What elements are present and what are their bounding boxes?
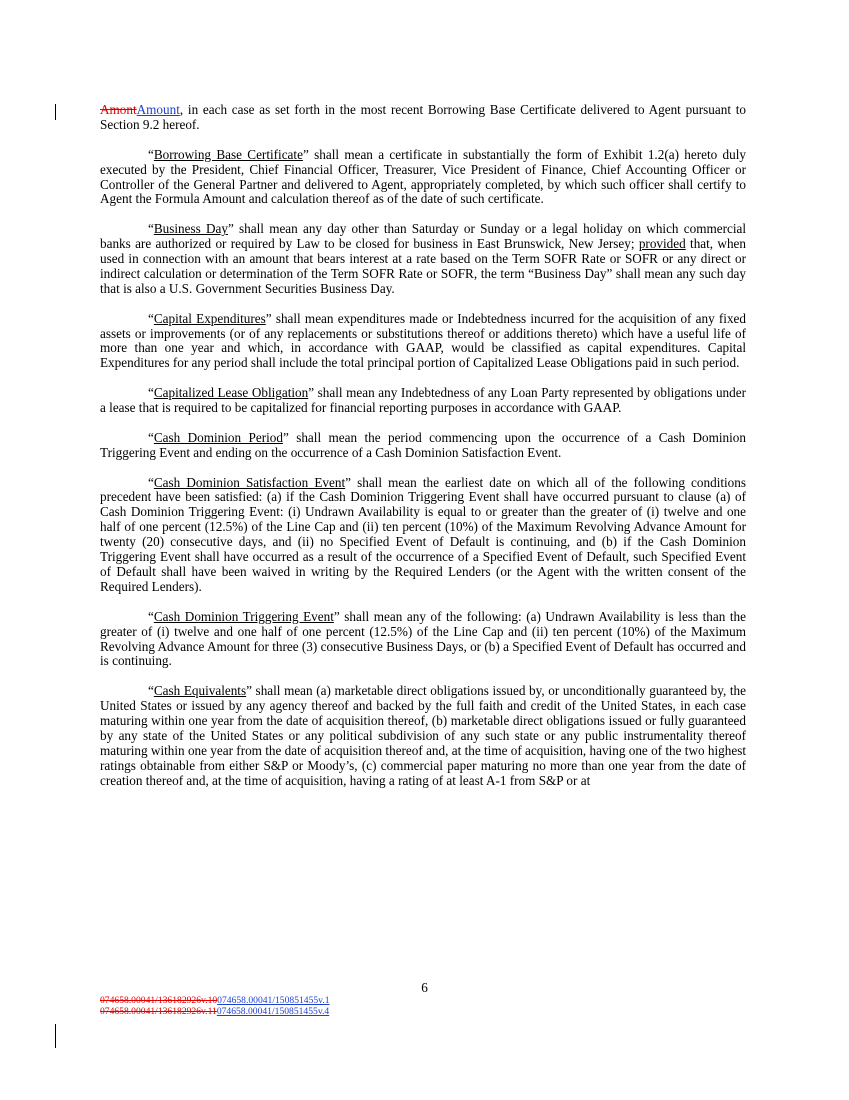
open-quote: “ bbox=[148, 221, 154, 237]
footer-doc-ids bbox=[100, 995, 330, 1017]
change-bar bbox=[55, 104, 56, 120]
definition-borrowing-base-certificate bbox=[100, 148, 746, 208]
page-number: 6 bbox=[421, 980, 428, 995]
open-quote: “ bbox=[148, 310, 154, 326]
definition-text: that, when used in connection with an amount that bears interest at a rate based on the Term SOFR Rate or SOFR or any direct or indirect calculation or determination of the Term SOFR Rate or SOFR, the term “Business Day” shall mean any such day that is also a U.S. Government Securities Business Day. bbox=[100, 236, 746, 296]
definition-text: ” shall mean (a) marketable direct obligations issued by, or unconditionally guaranteed by, the United States or issued by any agency thereof and backed by the full faith and credit of the United States, in each case maturing within one year from the date of acquisition thereof, (b) marketable direct obligations issued or fully guaranteed by any state of the United States or any political subdivision of any such state or any public instrumentality thereof maturing within one year from the date of acquisition thereof and, at the time of acquisition, having one of the two highest ratings obtainable from either S&P or Moody’s, (c) commercial paper maturing no more than one year from the date of creation thereof and, at the time of acquisition, having a rating of at least A-1 from S&P or at bbox=[100, 683, 747, 788]
definition-cash-dominion-satisfaction-event bbox=[100, 476, 746, 595]
definition-text: ” shall mean a certificate in substantially the form of Exhibit 1.2(a) hereto duly executed by the President, Chief Financial Officer, Treasurer, Vice President of Finance, Chief Accounting Officer or Controller of the General Partner and delivered to Agent, appropriately completed, by which such officer shall certify to Agent the Formula Amount and calculation thereof as of the date of such certificate. bbox=[100, 146, 746, 207]
definition-text: ” shall mean any Indebtedness of any Loan Party represented by obligations under a lease that is required to be capitalized for financial reporting purposes in accordance with GAAP. bbox=[100, 385, 746, 416]
defined-term: Capitalized Lease Obligation bbox=[153, 385, 309, 401]
defined-term: Business Day bbox=[153, 221, 228, 237]
open-quote: “ bbox=[148, 146, 154, 162]
definition-text: ” shall mean the earliest date on which all of the following conditions precedent have been satisfied: (a) if the Cash Dominion Triggering Event shall have occurred pursuant to clause (a) of Cash Dominion Triggering Event: (i) Undrawn Availability is equal to or greater than the greater of (i) twelve and one half of one percent (12.5%) of the Line Cap and (ii) ten percent (10%) of the Maximum Revolving Advance Amount for twenty (20) consecutive days, and (ii) no Specified Event of Default is continuing, and (b) if the Cash Dominion Triggering Event shall have occurred as a result of the occurrence of a Specified Event of Default, such Specified Event of Default shall have been waived in writing by the Required Lenders (or the Agent with the written consent of the Required Lenders). bbox=[100, 474, 747, 594]
paragraph-text: , in each case as set forth in the most recent Borrowing Base Certificate delivered to Agent pursuant to Section 9.2 hereof. bbox=[100, 102, 746, 132]
inserted-doc-id: 074658.00041/150851455v.4 bbox=[216, 1006, 330, 1017]
definition-capitalized-lease-obligation bbox=[100, 386, 746, 416]
defined-term: Capital Expenditures bbox=[153, 310, 266, 326]
open-quote: “ bbox=[148, 608, 154, 624]
definition-text: ” shall mean any of the following: (a) Undrawn Availability is less than the greater of (i) twelve and one half of one percent (12.5%) of the Line Cap and (ii) ten percent (10%) of the Maximum Revolving Advance Amount for three (3) consecutive Business Days, or (b) a Specified Event of Default has occurred and is continuing. bbox=[100, 608, 747, 669]
deleted-doc-id: 074658.00041/136182926v.10 bbox=[100, 995, 218, 1006]
deleted-doc-id: 074658.00041/136182926v.11 bbox=[100, 1006, 217, 1017]
inserted-text: Amount bbox=[136, 102, 180, 117]
definition-cash-dominion-period bbox=[100, 431, 746, 461]
definition-text: ” shall mean any day other than Saturday or Sunday or a legal holiday on which commercial banks are authorized or required by Law to be closed for business in East Brunswick, New Jersey; bbox=[100, 221, 746, 252]
open-quote: “ bbox=[148, 683, 154, 699]
definition-cash-dominion-triggering-event bbox=[100, 610, 746, 670]
open-quote: “ bbox=[148, 474, 154, 490]
defined-term: Cash Equivalents bbox=[153, 683, 247, 699]
definition-text: ” shall mean the period commencing upon the occurrence of a Cash Dominion Triggering Event and ending on the occurrence of a Cash Dominion Satisfaction Event. bbox=[100, 429, 746, 460]
footer-line bbox=[100, 1006, 330, 1017]
open-quote: “ bbox=[148, 429, 154, 445]
definition-capital-expenditures bbox=[100, 312, 746, 372]
definition-text: ” shall mean expenditures made or Indebtedness incurred for the acquisition of any fixed assets or improvements (or of any replacements or substitutions thereof or additions thereto) which have a useful life of more than one year and which, in accordance with GAAP, would be classified as capital expenditures. Capital Expenditures for any period shall include the total principal portion of Capitalized Lease Obligations paid in such period. bbox=[100, 310, 746, 371]
deleted-text: Amont bbox=[100, 102, 137, 117]
opening-paragraph bbox=[100, 103, 746, 133]
defined-term: Borrowing Base Certificate bbox=[153, 146, 303, 162]
definition-business-day bbox=[100, 222, 746, 297]
defined-term: Cash Dominion Satisfaction Event bbox=[153, 474, 346, 490]
definition-cash-equivalents bbox=[100, 684, 746, 788]
underlined-word: provided bbox=[638, 236, 686, 252]
defined-term: Cash Dominion Triggering Event bbox=[153, 608, 334, 624]
change-bar bbox=[55, 1024, 56, 1048]
open-quote: “ bbox=[148, 385, 154, 401]
inserted-doc-id: 074658.00041/150851455v.1 bbox=[217, 995, 330, 1006]
footer-line bbox=[100, 995, 330, 1006]
defined-term: Cash Dominion Period bbox=[153, 429, 283, 445]
document-body bbox=[100, 103, 746, 803]
